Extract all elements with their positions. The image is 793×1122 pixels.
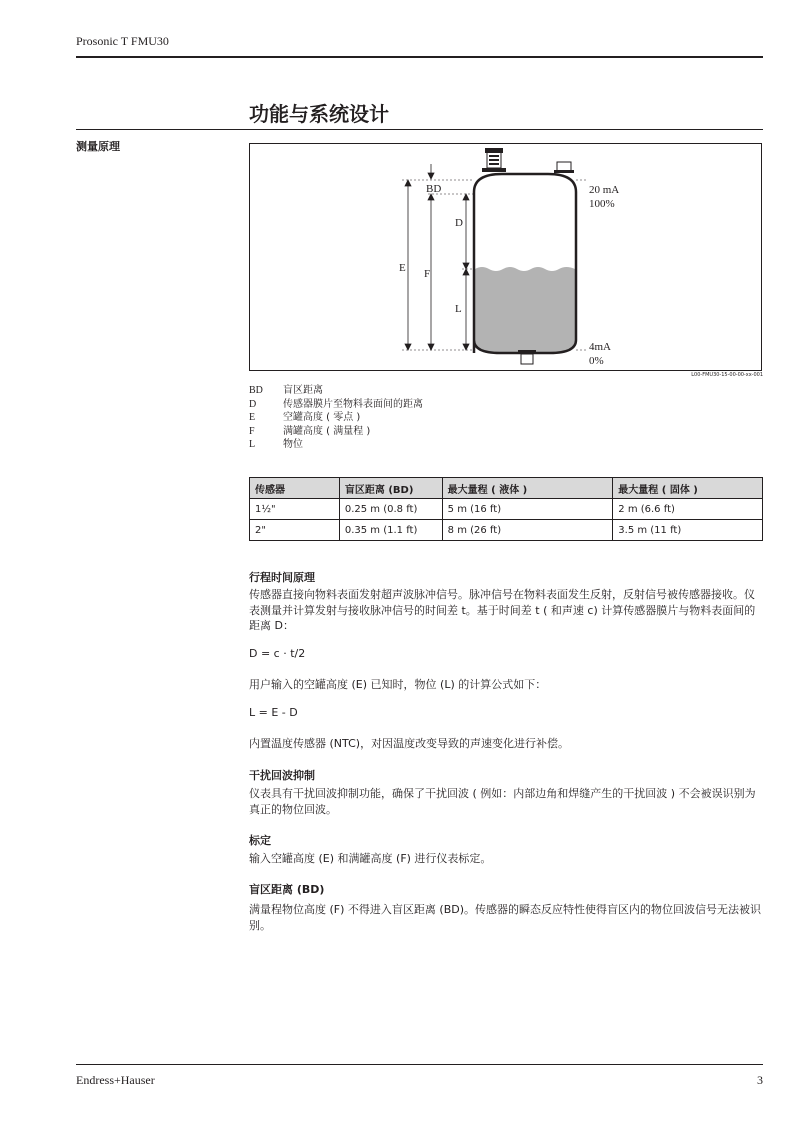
table-cell: 1½" — [250, 499, 340, 520]
legend-key: E — [249, 412, 256, 423]
table-cell: 0.35 m (1.1 ft) — [339, 520, 442, 541]
label-l: L — [455, 303, 462, 315]
table-header-row — [250, 478, 763, 499]
tof-paragraph-3: 内置温度传感器 (NTC)，对因温度改变导致的声速变化进行补偿。 — [249, 737, 570, 750]
top-flange-icon — [554, 162, 574, 173]
table-cell: 5 m (16 ft) — [442, 499, 613, 520]
calibration-paragraph: 输入空罐高度 (E) 和满罐高度 (F) 进行仪表标定。 — [249, 852, 492, 865]
footer-rule — [76, 1064, 763, 1065]
label-d: D — [455, 217, 463, 229]
page-number: 3 — [757, 1073, 763, 1087]
legend-item — [249, 398, 423, 412]
figure-id: L00-FMU30-15-00-00-xx-001 — [691, 372, 763, 378]
tof-heading: 行程时间原理 — [249, 571, 315, 584]
table-cell: 2" — [250, 520, 340, 541]
table-cell: 2 m (6.6 ft) — [613, 499, 763, 520]
legend-item — [249, 438, 423, 452]
table-header-cell: 盲区距离 (BD) — [339, 478, 442, 499]
formula-d: D = c · t/2 — [249, 647, 306, 660]
legend-key: BD — [249, 385, 263, 396]
sensor-icon — [482, 148, 506, 172]
table-header-cell: 最大量程 ( 液体 ) — [442, 478, 613, 499]
section-title: 功能与系统设计 — [249, 102, 389, 126]
label-0pct: 0% — [589, 355, 604, 367]
legend-item — [249, 425, 423, 439]
legend-text: 传感器膜片至物料表面间的距离 — [283, 398, 423, 410]
table-header-cell: 传感器 — [250, 478, 340, 499]
label-20ma: 20 mA — [589, 184, 620, 196]
legend-item — [249, 384, 423, 398]
legend-item — [249, 411, 423, 425]
header-title: Prosonic T FMU30 — [76, 34, 169, 48]
header-rule — [76, 56, 763, 58]
bottom-flange-icon — [518, 350, 536, 364]
legend-key: L — [249, 439, 256, 450]
table-header-cell: 最大量程 ( 固体 ) — [613, 478, 763, 499]
legend-text: 盲区距离 — [283, 385, 323, 396]
side-label-measuring-principle: 测量原理 — [76, 140, 120, 153]
table-cell: 3.5 m (11 ft) — [613, 520, 763, 541]
blocking-heading: 盲区距离 (BD) — [249, 883, 325, 896]
formula-l: L = E - D — [249, 706, 298, 719]
label-100pct: 100% — [589, 198, 615, 210]
label-4ma: 4mA — [589, 341, 611, 353]
tof-paragraph-1: 传感器直接向物料表面发射超声波脉冲信号。脉冲信号在物料表面发生反射，反射信号被传感器接收。仪表测量并计算发射与接收脉冲信号的时间差 t。基于时间差 t ( 和声速 c) 计算传感器膜片与物料表面间的距离 D： — [249, 588, 756, 632]
sensor-spec-table — [249, 477, 763, 541]
section-rule — [76, 129, 763, 130]
tof-paragraph-2: 用户输入的空罐高度 (E) 已知时，物位 (L) 的计算公式如下： — [249, 678, 547, 691]
liquid-fill — [475, 267, 575, 353]
label-e: E — [399, 262, 406, 274]
calibration-heading: 标定 — [249, 834, 271, 847]
blocking-paragraph: 满量程物位高度 (F) 不得进入盲区距离 (BD)。传感器的瞬态反应特性使得盲区内的物位回波信号无法被识别。 — [249, 903, 761, 932]
suppression-paragraph: 仪表具有干扰回波抑制功能，确保了干扰回波 ( 例如：内部边角和焊缝产生的干扰回波 ) 不会被误识别为真正的物位回波。 — [249, 787, 756, 816]
legend-key: D — [249, 398, 257, 410]
label-f: F — [424, 268, 431, 280]
suppression-heading: 干扰回波抑制 — [249, 769, 315, 782]
figure-legend — [249, 384, 423, 452]
legend-text: 满罐高度 ( 满量程 ) — [283, 425, 371, 437]
legend-key: F — [249, 425, 255, 437]
tank-svg — [250, 144, 761, 370]
tank-diagram — [249, 143, 762, 371]
legend-text: 空罐高度 ( 零点 ) — [283, 412, 361, 423]
label-bd: BD — [426, 183, 442, 195]
footer-brand: Endress+Hauser — [76, 1073, 155, 1087]
table-cell: 0.25 m (0.8 ft) — [339, 499, 442, 520]
table-row — [250, 520, 763, 541]
legend-text: 物位 — [283, 439, 303, 450]
table-cell: 8 m (26 ft) — [442, 520, 613, 541]
table-row — [250, 499, 763, 520]
